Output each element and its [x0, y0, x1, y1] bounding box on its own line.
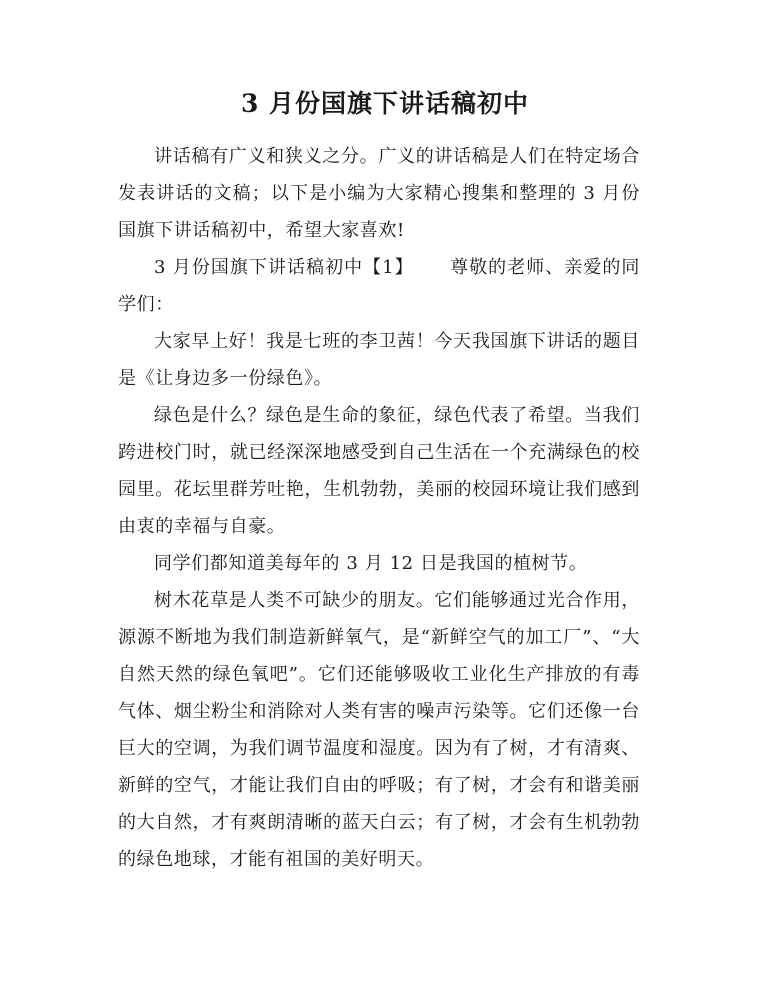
section-heading: 3 月份国旗下讲话稿初中【1】	[154, 257, 414, 278]
body-paragraph: 绿色是什么？绿色是生命的象征，绿色代表了希望。当我们跨进校门时，就已经深深地感受到自己生活在一个充满绿色的校园里。花坛里群芳吐艳，生机勃勃，美丽的校园环境让我们感到由衷的幸福与自豪。	[118, 405, 640, 537]
document-body	[118, 138, 640, 878]
intro-paragraph: 讲话稿有广义和狭义之分。广义的讲话稿是人们在特定场合发表讲话的文稿；以下是小编为大家精心搜集和整理的 3 月份国旗下讲话稿初中，希望大家喜欢!	[118, 146, 640, 241]
body-paragraph: 同学们都知道美每年的 3 月 12 日是我国的植树节。	[154, 553, 588, 574]
body-paragraph: 大家早上好！我是七班的李卫茜！今天我国旗下讲话的题目是《让身边多一份绿色》。	[118, 331, 640, 389]
section-heading-line	[118, 249, 640, 323]
greeting: 尊敬的老师、亲爱的同学们：	[118, 257, 641, 315]
body-paragraph: 树木花草是人类不可缺少的朋友。它们能够通过光合作用，源源不断地为我们制造新鲜氧气，是“新鲜空气的加工厂”、“大自然天然的绿色氧吧”。它们还能够吸收工业化生产排放的有毒气体、烟尘粉尘和消除对人类有害的噪声污染等。它们还像一台巨大的空调，为我们调节温度和湿度。因为有了树，才有清爽、新鲜的空气，才能让我们自由的呼吸；有了树，才会有和谐美丽的大自然，才有爽朗清晰的蓝天白云；有了树，才会有生机勃勃的绿色地球，才能有祖国的美好明天。	[118, 590, 640, 870]
page-title: 3 月份国旗下讲话稿初中	[240, 89, 530, 118]
